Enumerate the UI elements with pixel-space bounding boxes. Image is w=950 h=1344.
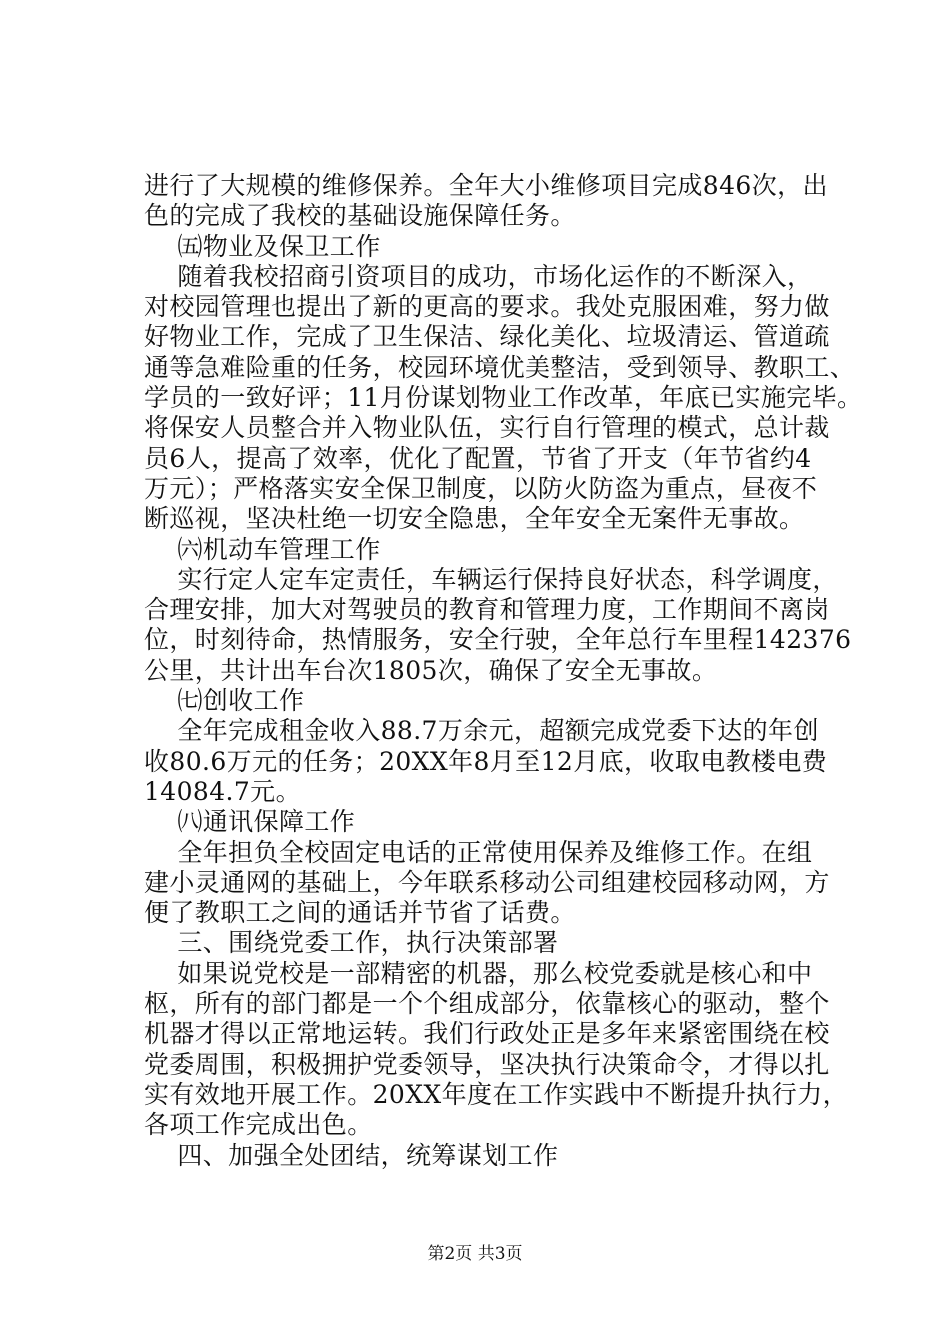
text-line: 收80.6万元的任务；20XX年8月至12月底，收取电教楼电费 <box>144 746 828 776</box>
text-line: 进行了大规模的维修保养。全年大小维修项目完成846次，出 <box>144 171 828 200</box>
text-line: 对校园管理也提出了新的更高的要求。我处克服困难，努力做 <box>144 292 830 322</box>
text-line: ㈦创收工作 <box>144 686 305 716</box>
text-line: 机器才得以正常地运转。我们行政处正是多年来紧密围绕在校 <box>144 1019 830 1049</box>
text-line: 通等急难险重的任务，校园环境优美整洁，受到领导、教职工、 <box>144 352 856 382</box>
text-line: 公里，共计出车台次1805次，确保了安全无事故。 <box>144 655 718 685</box>
text-line: 党委周围，积极拥护党委领导，坚决执行决策命令，才得以扎 <box>144 1049 830 1079</box>
text-line: 建小灵通网的基础上，今年联系移动公司组建校园移动网，方 <box>144 867 830 897</box>
text-line: 断巡视，坚决杜绝一切安全隐患，全年安全无案件无事故。 <box>144 504 805 534</box>
text-line: 学员的一致好评；11月份谋划物业工作改革，年底已实施完毕。 <box>144 383 863 413</box>
text-line: 枢，所有的部门都是一个个组成部分，依靠核心的驱动，整个 <box>144 989 830 1019</box>
text-line: ㈧通讯保障工作 <box>144 807 356 837</box>
text-line: ㈤物业及保卫工作 <box>144 231 381 261</box>
text-line: 万元）；严格落实安全保卫制度，以防火防盗为重点，昼夜不 <box>144 473 818 503</box>
text-line: 实有效地开展工作。20XX年度在工作实践中不断提升执行力， <box>144 1079 849 1109</box>
text-line: 全年完成租金收入88.7万余元，超额完成党委下达的年创 <box>144 716 819 746</box>
text-line: 四、加强全处团结，统筹谋划工作 <box>144 1140 559 1170</box>
text-line: 全年担负全校固定电话的正常使用保养及维修工作。在组 <box>144 837 813 867</box>
text-line: 位，时刻待命，热情服务，安全行驶，全年总行车里程142376 <box>144 625 852 655</box>
text-line: 三、围绕党委工作，执行决策部署 <box>144 928 559 958</box>
text-line: 随着我校招商引资项目的成功，市场化运作的不断深入， <box>144 261 813 291</box>
text-line: 色的完成了我校的基础设施保障任务。 <box>144 201 576 231</box>
document-body <box>144 171 863 1171</box>
text-line: ㈥机动车管理工作 <box>144 534 381 564</box>
page-footer: 第2页 共3页 <box>427 1244 523 1264</box>
text-line: 如果说党校是一部精密的机器，那么校党委就是核心和中 <box>144 958 813 988</box>
text-line: 实行定人定车定责任，车辆运行保持良好状态，科学调度， <box>144 564 838 594</box>
text-line: 将保安人员整合并入物业队伍，实行自行管理的模式，总计裁 <box>144 413 830 443</box>
text-line: 合理安排，加大对驾驶员的教育和管理力度，工作期间不离岗 <box>144 595 830 625</box>
text-line: 员6人，提高了效率，优化了配置，节省了开支（年节省约4 <box>144 443 812 473</box>
text-line: 便了教职工之间的通话并节省了话费。 <box>144 898 576 928</box>
text-line: 14084.7元。 <box>144 776 301 806</box>
text-line: 各项工作完成出色。 <box>144 1110 373 1140</box>
text-line: 好物业工作，完成了卫生保洁、绿化美化、垃圾清运、管道疏 <box>144 322 830 352</box>
